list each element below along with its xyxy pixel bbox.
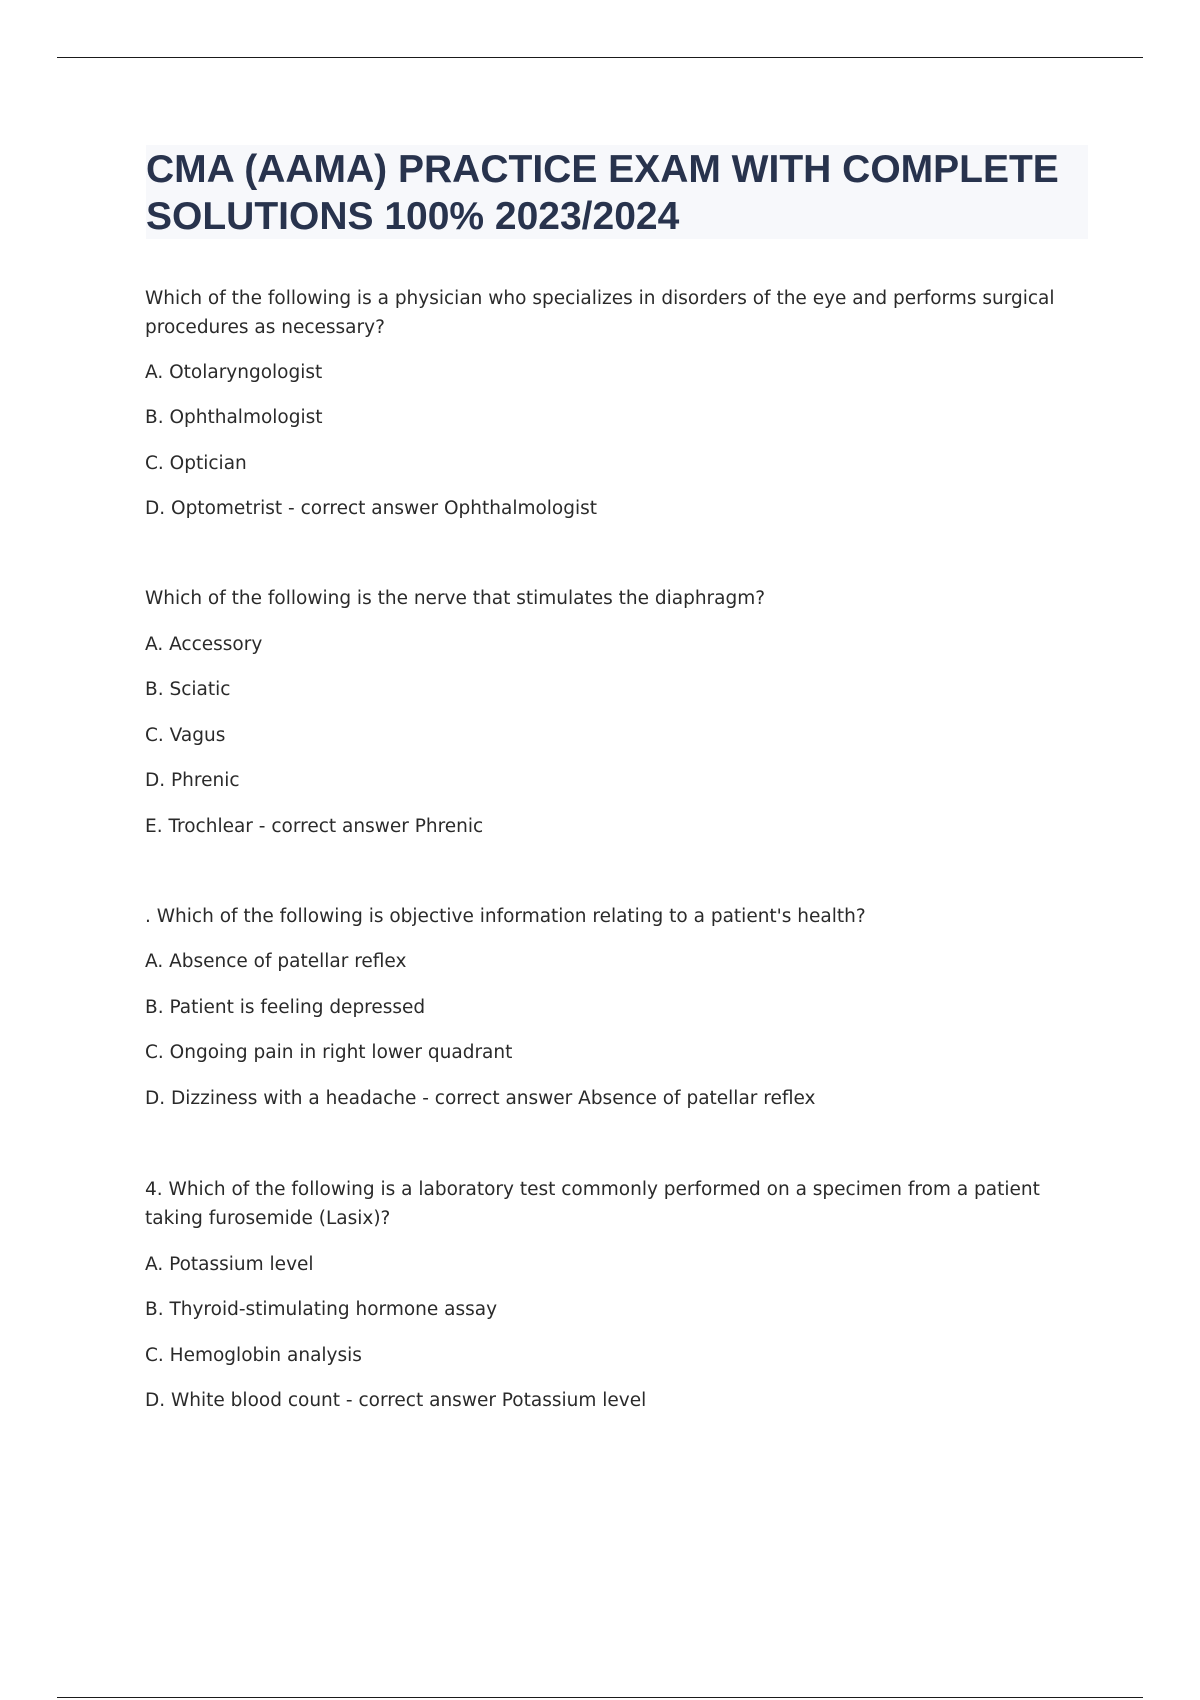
- question-3-option-a: A. Absence of patellar reflex: [145, 951, 407, 972]
- top-rule: [57, 57, 1143, 58]
- question-1-option-a: A. Otolaryngologist: [145, 362, 323, 383]
- question-1-stem: Which of the following is a physician who specializes in disorders of the eye and performs surgical procedures as necessary?: [145, 288, 1055, 338]
- question-1-option-d-answer: D. Optometrist - correct answer Ophthalmologist: [145, 498, 598, 519]
- question-4-option-b: B. Thyroid-stimulating hormone assay: [145, 1299, 498, 1320]
- question-2-option-a: A. Accessory: [145, 634, 263, 655]
- question-4-option-c: C. Hemoglobin analysis: [145, 1345, 362, 1366]
- question-4-option-a: A. Potassium level: [145, 1254, 314, 1275]
- question-4-stem: 4. Which of the following is a laboratory test commonly performed on a specimen from a patient taking furosemide (Lasix)?: [145, 1179, 1040, 1229]
- question-3-option-b: B. Patient is feeling depressed: [145, 997, 426, 1018]
- question-4-option-d-answer: D. White blood count - correct answer Potassium level: [145, 1390, 647, 1411]
- question-2-option-d: D. Phrenic: [145, 770, 240, 791]
- question-2-stem: Which of the following is the nerve that stimulates the diaphragm?: [145, 588, 766, 609]
- question-3-option-c: C. Ongoing pain in right lower quadrant: [145, 1042, 513, 1063]
- question-3-stem: . Which of the following is objective information relating to a patient's health?: [145, 906, 866, 927]
- document-title: CMA (AAMA) PRACTICE EXAM WITH COMPLETE SOLUTIONS 100% 2023/2024: [146, 148, 1059, 238]
- question-1-option-c: C. Optician: [145, 453, 247, 474]
- question-2-option-b: B. Sciatic: [145, 679, 231, 700]
- question-2-option-c: C. Vagus: [145, 725, 226, 746]
- question-3-option-d-answer: D. Dizziness with a headache - correct answer Absence of patellar reflex: [145, 1088, 816, 1109]
- bottom-rule: [57, 1697, 1143, 1698]
- question-2-option-e-answer: E. Trochlear - correct answer Phrenic: [145, 816, 484, 837]
- question-1-option-b: B. Ophthalmologist: [145, 407, 323, 428]
